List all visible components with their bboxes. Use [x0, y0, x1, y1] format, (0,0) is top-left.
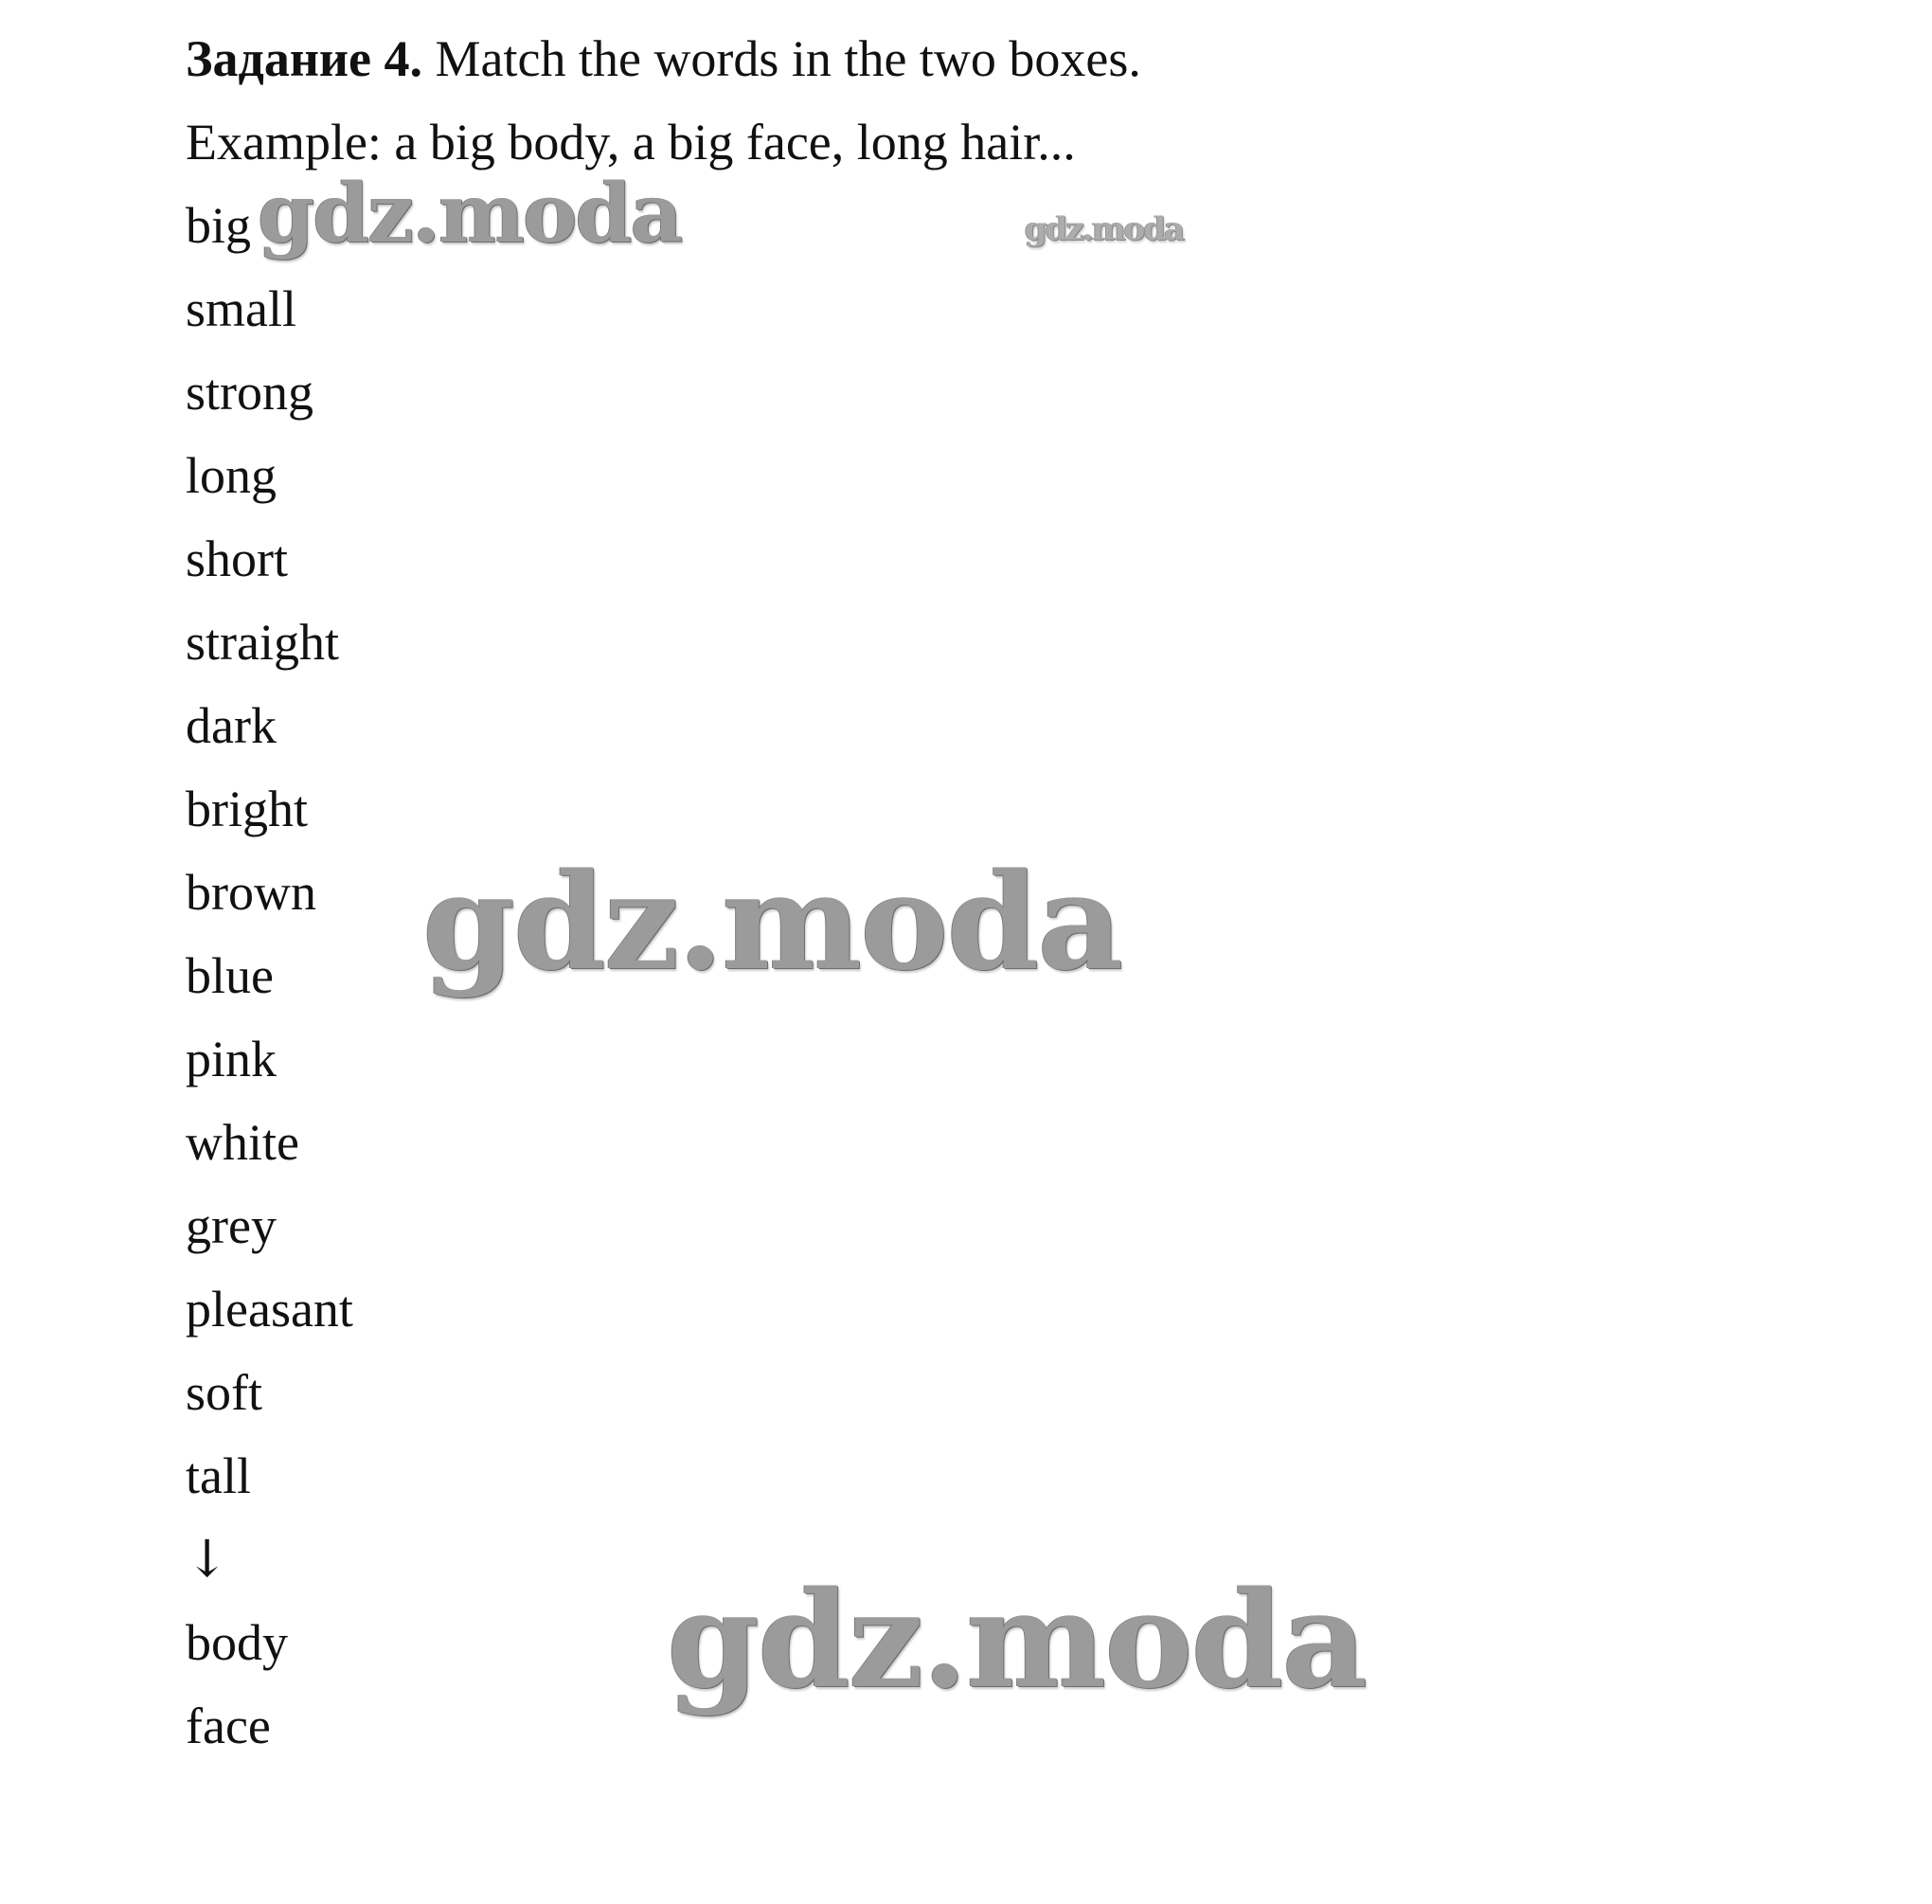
- adjective-item: long: [186, 447, 277, 504]
- noun-item: body: [186, 1614, 288, 1671]
- watermark: gdz.moda: [258, 166, 682, 261]
- adjective-item: strong: [186, 364, 313, 421]
- down-arrow-icon: ↓: [186, 1529, 229, 1589]
- adjective-item: pleasant: [186, 1281, 353, 1338]
- watermark: gdz.moda: [667, 1563, 1367, 1718]
- noun-item: face: [186, 1697, 271, 1754]
- watermark: gdz.moda: [422, 845, 1122, 1000]
- word-list: [186, 193, 353, 1777]
- adjective-item: grey: [186, 1197, 277, 1254]
- adjective-item: big: [186, 197, 252, 254]
- example-text: Example: a big body, a big face, long hair...: [186, 114, 1076, 171]
- adjective-item: straight: [186, 614, 339, 671]
- adjective-item: small: [186, 280, 296, 337]
- adjective-item: dark: [186, 697, 277, 754]
- adjective-item: pink: [186, 1031, 277, 1087]
- watermark: gdz.moda: [1025, 210, 1184, 248]
- adjective-item: bright: [186, 781, 308, 837]
- adjective-item: white: [186, 1114, 299, 1171]
- task-heading: [186, 27, 1141, 91]
- task-number: Задание 4.: [186, 30, 423, 87]
- adjective-item: blue: [186, 947, 274, 1004]
- adjective-item: tall: [186, 1447, 251, 1504]
- task-instruction: Match the words in the two boxes.: [435, 30, 1141, 87]
- adjective-item: brown: [186, 864, 316, 921]
- adjective-item: short: [186, 530, 288, 587]
- adjective-item: soft: [186, 1364, 262, 1421]
